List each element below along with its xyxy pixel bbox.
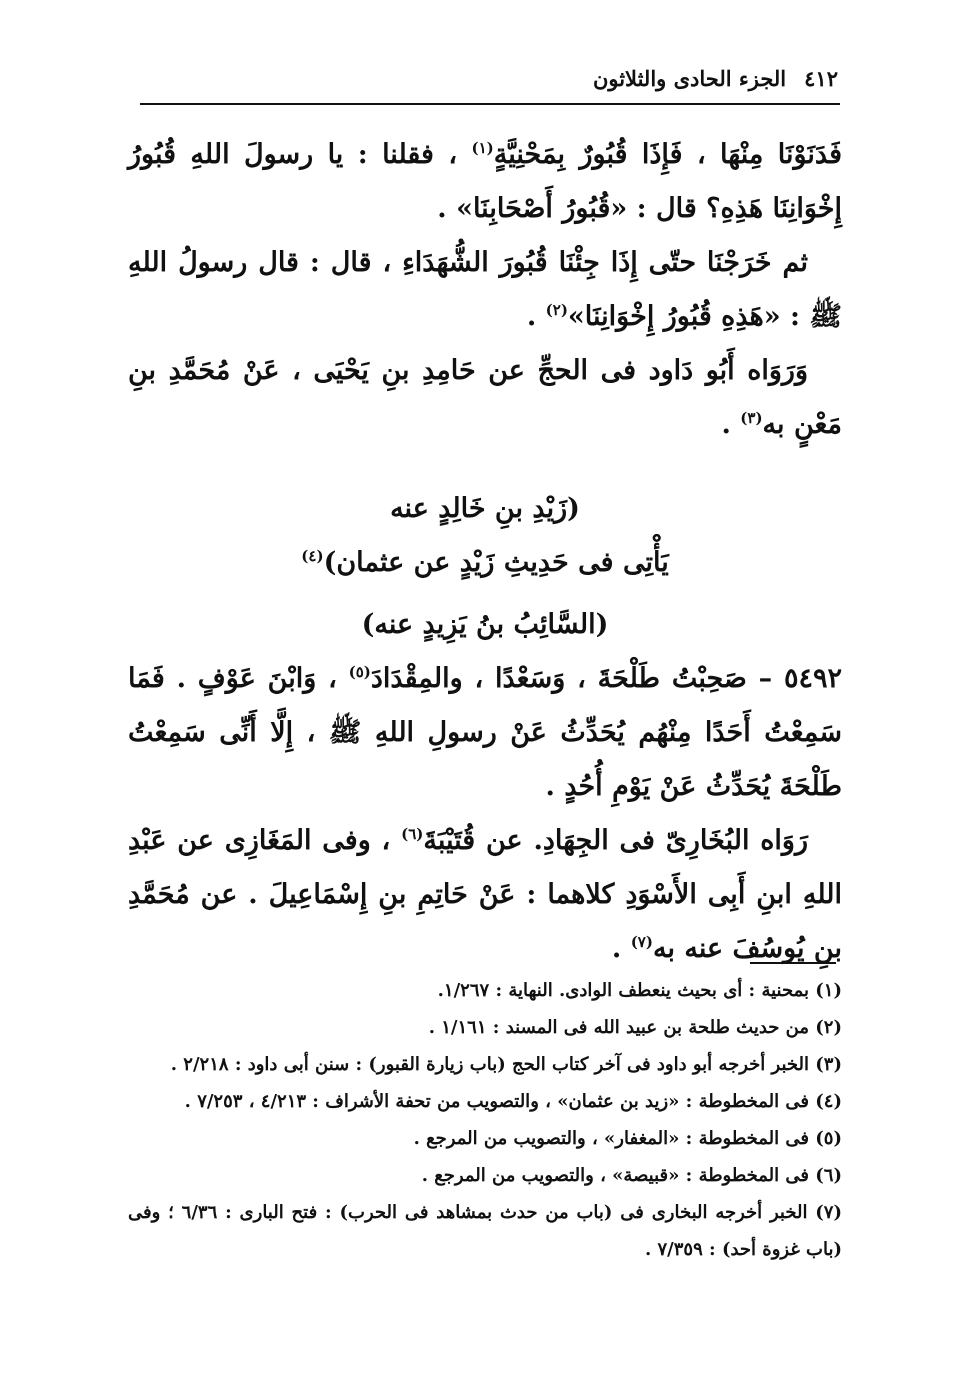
hadith-5492-narration: رَوَاه البُخَارِىّ فى الجِهَادِ. عن قُتَيْبَةَ$^{(٦)}$ ، وفى المَغَازِى عن عَبْدِ اللهِ ابنِ أَبِى الأَسْوَدِ كلاهما : عَنْ حَاتِمِ بنِ إِسْمَاعِيلَ . عن مُحَمَّدِ بنِ يُوسُفَ عنه به$^{(٧)}$ . — [128, 825, 842, 964]
footnote-ref-1: (١) — [471, 139, 494, 157]
footnote-ref-3: (٣) — [740, 409, 763, 427]
footnote-ref-7: (٧) — [630, 933, 653, 951]
section-1-title: (زَيْدِ بنِ خَالِدٍ عنه — [390, 493, 580, 524]
section-1-note: يَأْتِى فى حَدِيثِ زَيْدٍ عن عثمان)$^{(٤)}$ — [301, 547, 669, 578]
footnote-ref-4: (٤) — [301, 547, 324, 565]
footnote-5: (٥) فى المخطوطة : «المغفار» ، والتصويب من المرجع . — [413, 1128, 842, 1149]
hadith-number: ٥٤٩٢ — [783, 663, 842, 694]
footnote-6: (٦) فى المخطوطة : «قبيصة» ، والتصويب من المرجع . — [421, 1165, 842, 1186]
footnote-1: (١) بمحنية : أى بحيث ينعطف الوادى. النهاية : ١/٢٦٧. — [437, 980, 842, 1001]
footnote-ref-6: (٦) — [401, 825, 424, 843]
page-number: ٤١٢ — [804, 66, 838, 91]
footnote-4: (٤) فى المخطوطة : «زيد بن عثمان» ، والتصويب من تحفة الأشراف : ٤/٢١٣ ، ٧/٢٥٣ . — [184, 1091, 842, 1112]
paragraph-3: وَرَوَاه أَبُو دَاود فى الحجِّ عن حَامِدِ بنِ يَحْيَى ، عَنْ مُحَمَّدِ بنِ مَعْنٍ به$^{(٣)}$ . — [128, 355, 842, 440]
footnote-rule — [750, 962, 836, 964]
footnote-ref-5: (٥) — [348, 663, 371, 681]
page-header — [138, 66, 838, 91]
section-spacer — [128, 452, 842, 482]
paragraph-2: ثم خَرَجْنَا حتّى إِذَا جِئْنَا قُبُورَ الشُّهَدَاءِ ، قال : قال رسولُ اللهِ ﷺ : «هَذِهِ قُبُورُ إِخْوَانِنَا»$^{(٢)}$ . — [128, 247, 842, 332]
footnote-3: (٣) الخبر أخرجه أبو داود فى آخر كتاب الحج (باب زيارة القبور) : سنن أبى داود : ٢/٢١٨ . — [170, 1054, 842, 1075]
header-rule — [140, 103, 840, 105]
footnote-ref-2: (٢) — [545, 301, 568, 319]
footnotes — [128, 972, 842, 1268]
running-title: الجزء الحادى والثلاثون — [592, 66, 787, 91]
paragraph-1: فَدَنَوْنَا مِنْهَا ، فَإِذَا قُبُورٌ بِمَحْنِيَّةٍ$^{(١)}$ ، فقلنا : يا رسولَ اللهِ قُبُورُ إِخْوَانِنَا هَذِهِ؟ قال : «قُبُورُ أَصْحَابِنَا» . — [128, 139, 843, 224]
footnote-2: (٢) من حديث طلحة بن عبيد الله فى المسند : ١/١٦١ . — [428, 1017, 842, 1038]
footnote-7: (٧) الخبر أخرجه البخارى فى (باب من حدث بمشاهد فى الحرب) : فتح البارى : ٦/٣٦ ؛ وفى (باب غزوة أحد) : ٧/٣٥٩ . — [128, 1202, 842, 1260]
hadith-5492: ٥٤٩٢ – صَحِبْتُ طَلْحَةَ ، وَسَعْدًا ، والمِقْدَادَ$^{(٥)}$ ، وَابْنَ عَوْفٍ . فَمَا سَمِعْتُ أَحَدًا مِنْهُم يُحَدِّثُ عَنْ رسولِ اللهِ ﷺ ، إِلَّا أَنِّى سَمِعْتُ طَلْحَةَ يُحَدِّثُ عَنْ يَوْمِ أُحُدٍ . — [128, 663, 842, 802]
section-spacer — [128, 590, 842, 598]
section-2-title: (السَّائِبُ بنُ يَزِيدٍ عنه) — [361, 609, 609, 640]
main-text — [128, 128, 842, 976]
